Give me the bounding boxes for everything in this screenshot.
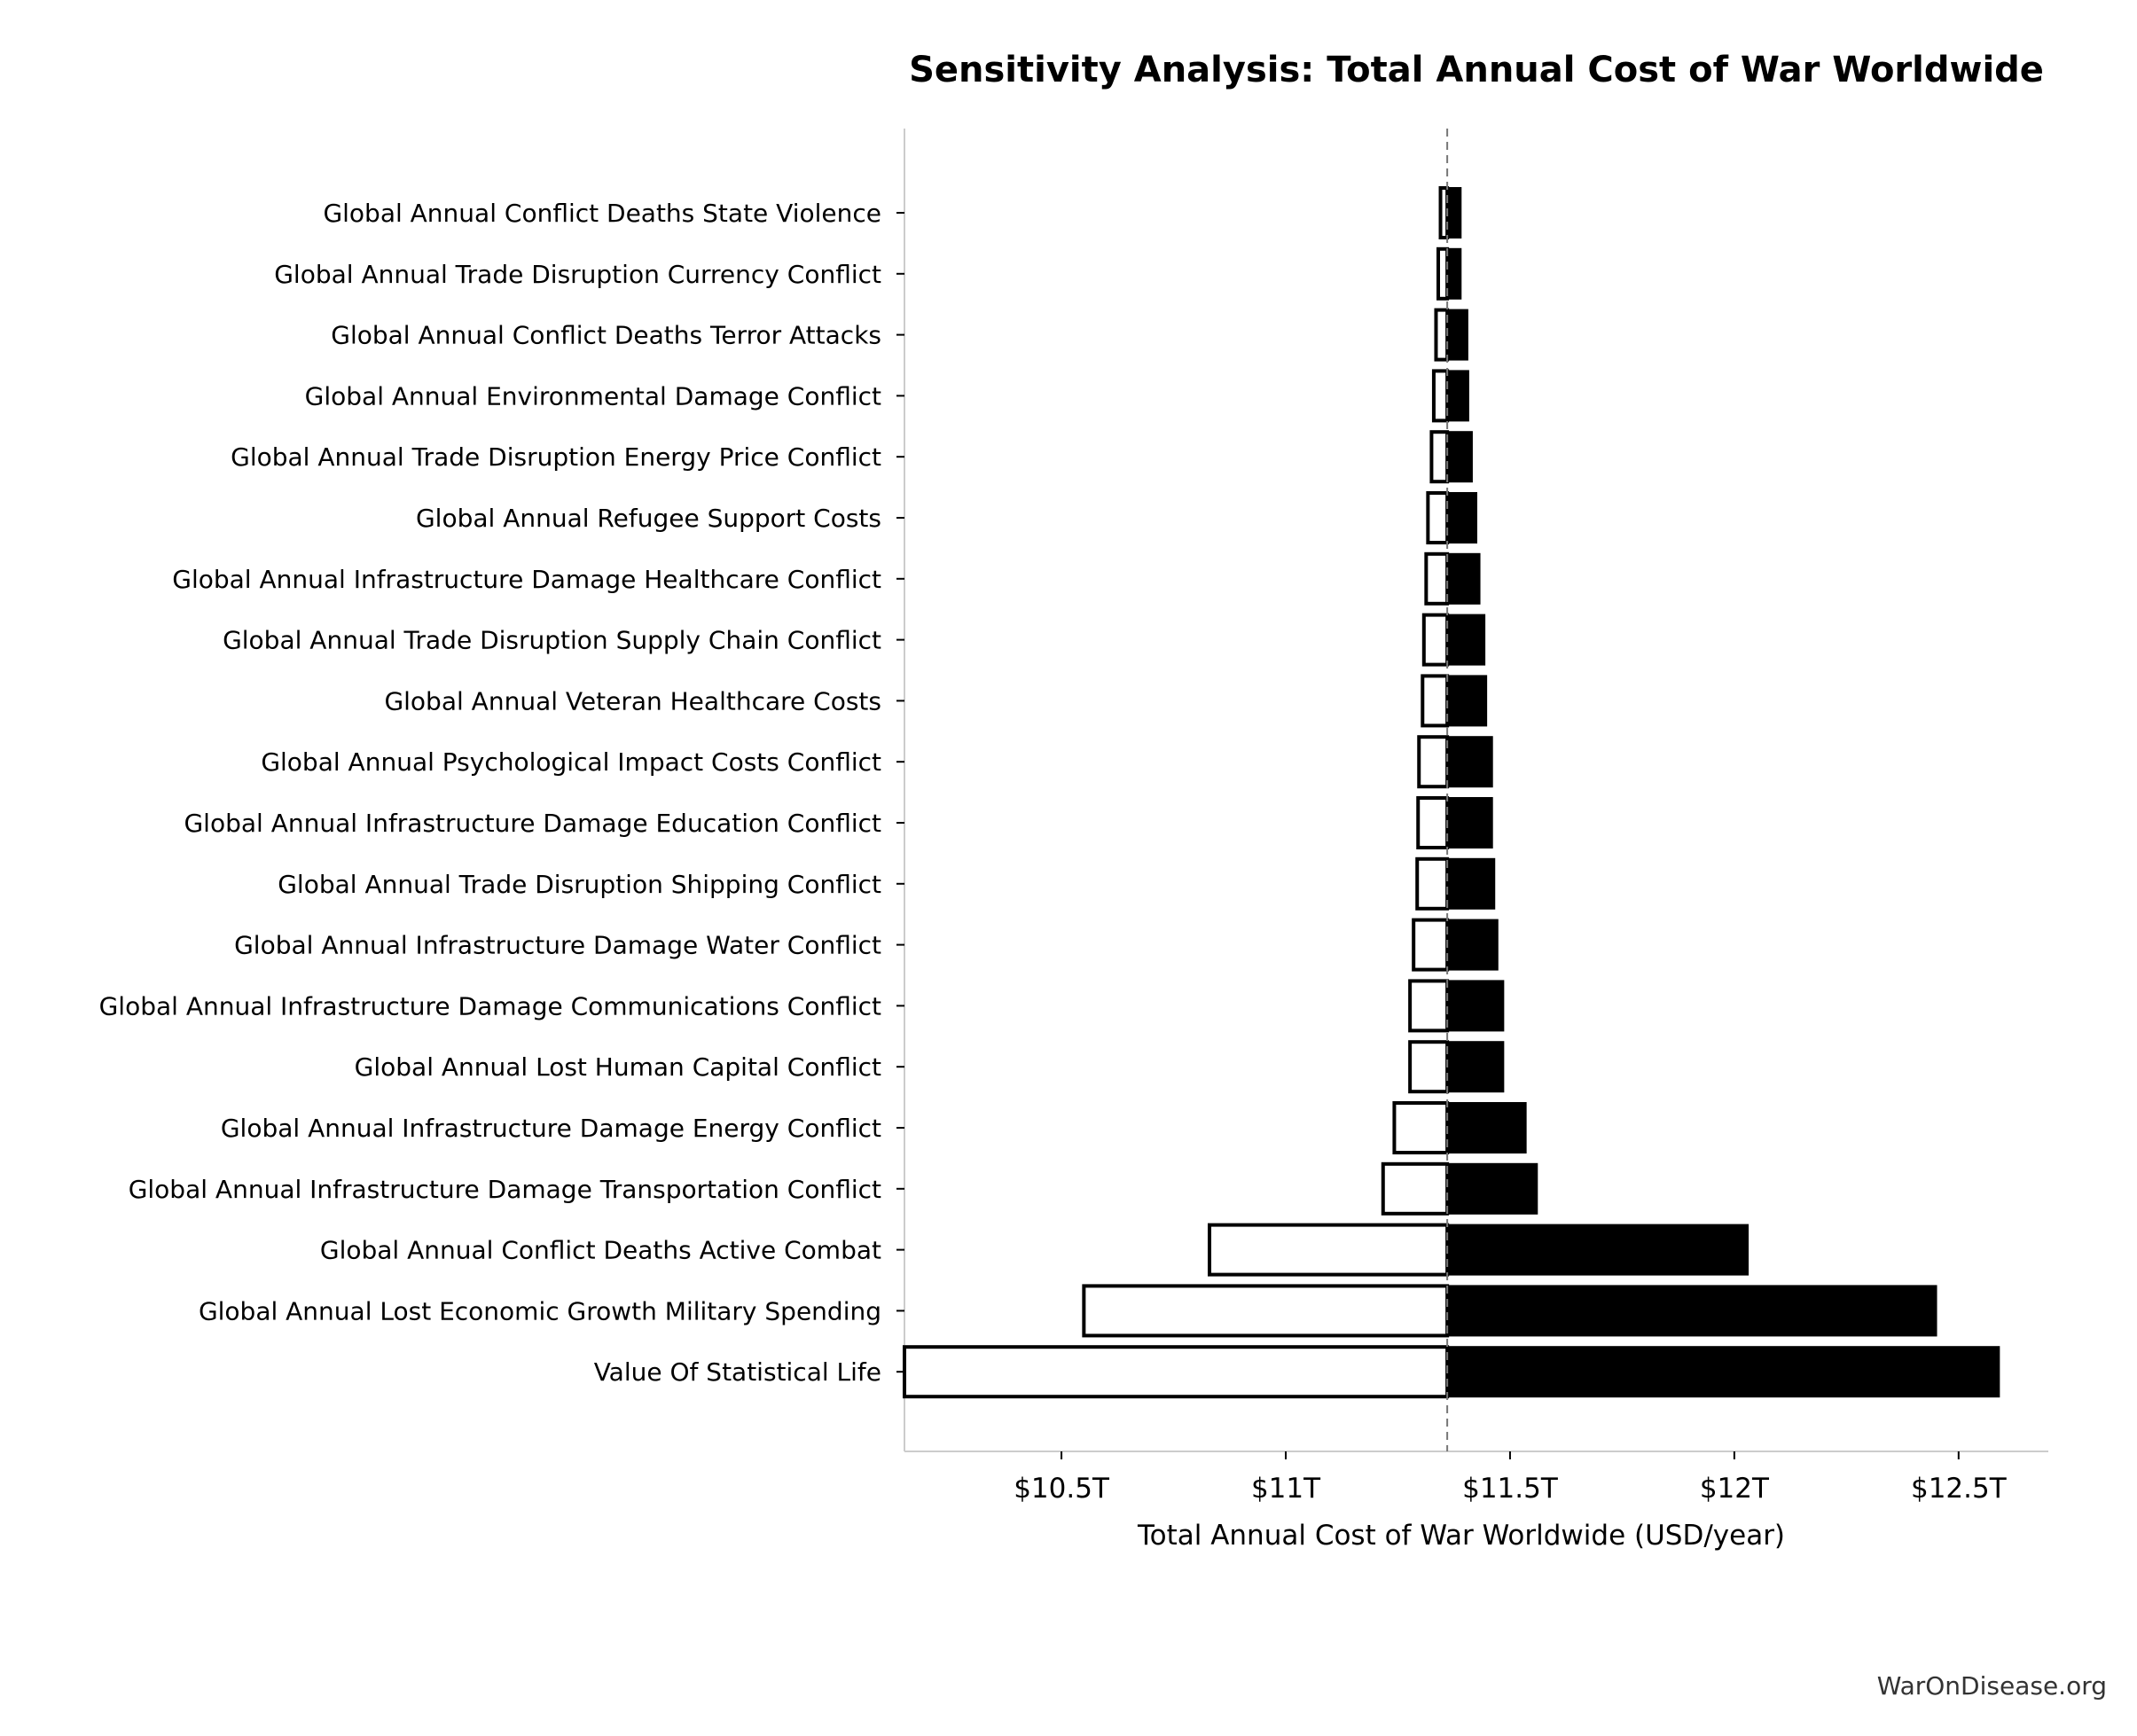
high-bar xyxy=(1447,1225,1748,1275)
category-label: Global Annual Lost Economic Growth Military Spending xyxy=(198,1296,881,1326)
high-bar xyxy=(1447,1286,1936,1335)
high-bar xyxy=(1447,676,1486,725)
low-bar xyxy=(1422,676,1447,725)
category-label: Global Annual Trade Disruption Shipping Conflict xyxy=(278,869,881,899)
high-bar xyxy=(1447,615,1484,665)
x-tick-label: $12.5T xyxy=(1910,1473,2007,1505)
x-tick-label: $12T xyxy=(1699,1473,1769,1505)
low-bar xyxy=(1209,1225,1447,1275)
category-label: Global Annual Trade Disruption Energy Price Conflict xyxy=(231,442,881,473)
low-bar xyxy=(1410,1042,1447,1091)
high-bar xyxy=(1447,371,1468,420)
category-label: Global Annual Refugee Support Costs xyxy=(415,504,881,533)
category-label: Global Annual Infrastructure Damage Water Conflict xyxy=(234,930,881,960)
category-label: Global Annual Conflict Deaths Active Combat xyxy=(319,1235,881,1265)
low-bar xyxy=(1424,615,1447,665)
category-label: Global Annual Infrastructure Damage Energy Conflict xyxy=(220,1114,881,1143)
low-bar xyxy=(1417,859,1447,909)
low-bar xyxy=(1084,1286,1447,1335)
high-bar xyxy=(1447,920,1498,970)
x-tick-label: $11.5T xyxy=(1462,1473,1558,1505)
plot-area xyxy=(99,129,2048,1505)
category-label: Global Annual Conflict Deaths State Violence xyxy=(323,199,881,228)
low-bar xyxy=(1434,371,1447,420)
low-bar xyxy=(1419,737,1447,786)
high-bar xyxy=(1447,737,1492,786)
x-axis-label: Total Annual Cost of War Worldwide (USD/year) xyxy=(1137,1520,1786,1552)
low-bar xyxy=(1436,310,1447,360)
low-bar xyxy=(1394,1103,1447,1153)
category-label: Global Annual Psychological Impact Costs Conflict xyxy=(261,747,881,778)
low-bar xyxy=(1413,920,1447,970)
low-bar xyxy=(1383,1164,1447,1214)
low-bar xyxy=(904,1347,1447,1396)
category-label: Value Of Statistical Life xyxy=(593,1357,881,1388)
high-bar xyxy=(1447,493,1476,543)
high-bar xyxy=(1447,249,1460,299)
high-bar xyxy=(1447,859,1494,909)
x-tick-label: $11T xyxy=(1250,1473,1321,1505)
credit-text: WarOnDisease.org xyxy=(1876,1671,2107,1701)
low-bar xyxy=(1426,554,1447,604)
high-bar xyxy=(1447,1103,1526,1153)
category-label: Global Annual Infrastructure Damage Education Conflict xyxy=(184,809,881,838)
category-label: Global Annual Trade Disruption Supply Chain Conflict xyxy=(223,625,881,655)
low-bar xyxy=(1431,432,1447,481)
high-bar xyxy=(1447,798,1492,848)
category-label: Global Annual Infrastructure Damage Communications Conflict xyxy=(98,991,881,1021)
category-label: Global Annual Lost Human Capital Conflict xyxy=(354,1052,881,1083)
high-bar xyxy=(1447,1042,1503,1091)
low-bar xyxy=(1441,188,1448,238)
high-bar xyxy=(1447,1164,1537,1214)
high-bar xyxy=(1447,310,1468,360)
high-bar xyxy=(1447,554,1479,604)
high-bar xyxy=(1447,432,1472,481)
high-bar xyxy=(1447,1347,1999,1396)
low-bar xyxy=(1418,798,1447,848)
low-bar xyxy=(1410,981,1447,1030)
category-label: Global Annual Infrastructure Damage Healthcare Conflict xyxy=(172,564,881,594)
category-label: Global Annual Conflict Deaths Terror Attacks xyxy=(331,320,881,350)
category-label: Global Annual Infrastructure Damage Transportation Conflict xyxy=(128,1174,881,1204)
high-bar xyxy=(1447,981,1503,1030)
x-tick-label: $10.5T xyxy=(1014,1473,1109,1505)
chart-title: Sensitivity Analysis: Total Annual Cost of War Worldwide xyxy=(909,50,2044,90)
high-bar xyxy=(1447,188,1460,238)
category-label: Global Annual Environmental Damage Conflict xyxy=(304,381,881,411)
low-bar xyxy=(1438,249,1447,299)
category-label: Global Annual Trade Disruption Currency Conflict xyxy=(274,259,881,289)
category-label: Global Annual Veteran Healthcare Costs xyxy=(384,686,881,716)
low-bar xyxy=(1428,493,1447,543)
